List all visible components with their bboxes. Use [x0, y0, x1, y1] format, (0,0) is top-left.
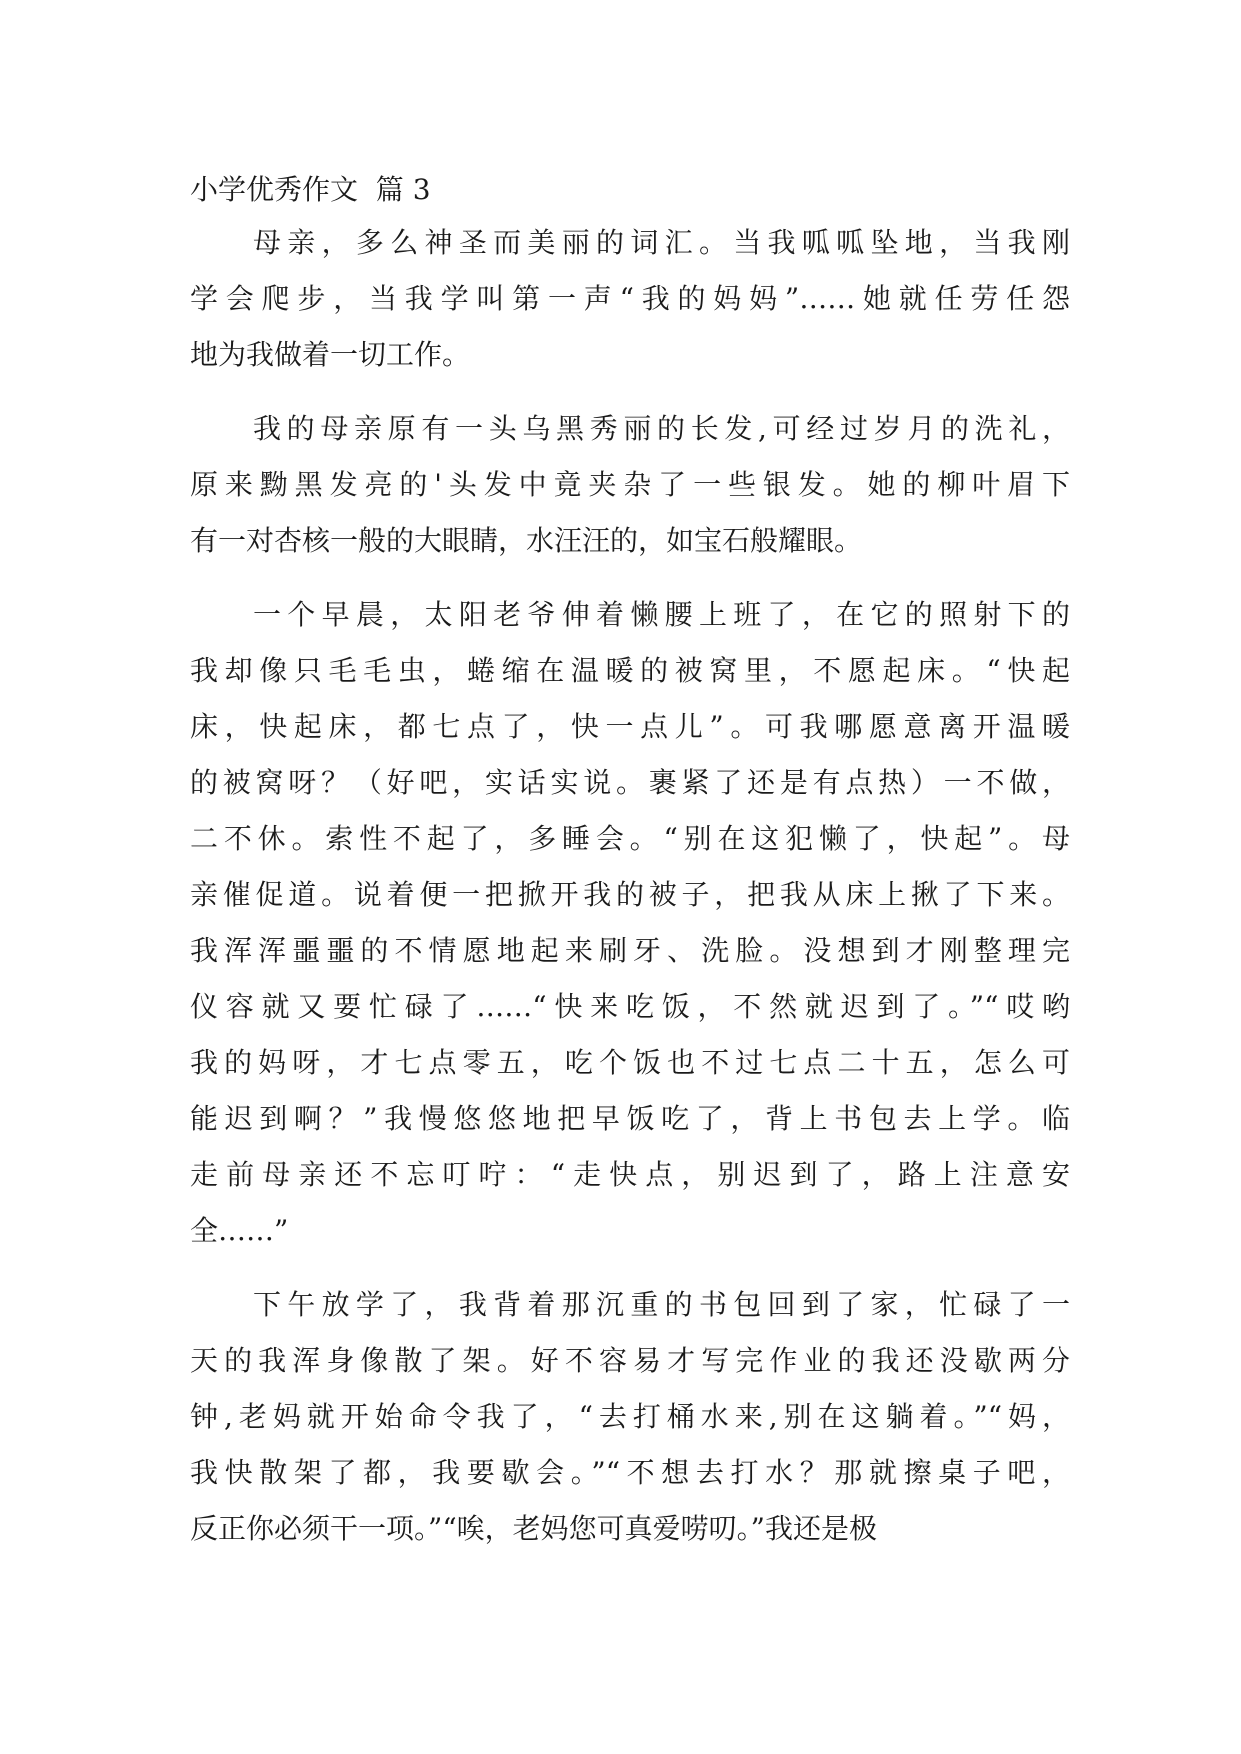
essay-title: 小学优秀作文 篇 3: [190, 173, 431, 206]
paragraph-line: 二不休。索性不起了，多睡会。“别在这犯懒了，快起”。母: [190, 822, 1070, 855]
paragraph-line: 亲催促道。说着便一把掀开我的被子，把我从床上揪了下来。: [190, 878, 1070, 911]
paragraph-line: 全……”: [190, 1214, 289, 1247]
paragraph: [190, 401, 1070, 569]
paragraph-line: 我却像只毛毛虫，蜷缩在温暖的被窝里，不愿起床。“快起: [190, 654, 1070, 687]
paragraph-line: 走前母亲还不忘叮咛：“走快点，别迟到了，路上注意安: [190, 1158, 1070, 1191]
paragraph-line: 有一对杏核一般的大眼睛，水汪汪的，如宝石般耀眼。: [190, 524, 863, 557]
paragraph-line: 我的妈呀，才七点零五，吃个饭也不过七点二十五，怎么可: [190, 1046, 1070, 1079]
paragraph-line: 地为我做着一切工作。: [190, 338, 471, 371]
paragraph-line: 下午放学了，我背着那沉重的书包回到了家，忙碌了一: [253, 1288, 1070, 1321]
paragraph-line: 仪容就又要忙碌了……“快来吃饭，不然就迟到了。”“哎哟: [190, 990, 1070, 1023]
essay-paragraphs: [190, 215, 1070, 1557]
paragraph-line: 的被窝呀？（好吧，实话实说。裹紧了还是有点热）一不做，: [190, 766, 1070, 799]
paragraph-line: 一个早晨，太阳老爷伸着懒腰上班了，在它的照射下的: [253, 598, 1070, 631]
document-body: [190, 165, 1070, 1575]
paragraph-line: 我的母亲原有一头乌黑秀丽的长发,可经过岁月的洗礼，: [253, 412, 1070, 445]
paragraph: [190, 1277, 1070, 1557]
paragraph-line: 天的我浑身像散了架。好不容易才写完作业的我还没歇两分: [190, 1344, 1070, 1377]
paragraph-line: 反正你必须干一项。”“唉，老妈您可真爱唠叨。”我还是极: [190, 1512, 877, 1545]
paragraph-line: 我浑浑噩噩的不情愿地起来刷牙、洗脸。没想到才刚整理完: [190, 934, 1070, 967]
paragraph-line: 原来黝黑发亮的'头发中竟夹杂了一些银发。她的柳叶眉下: [190, 468, 1070, 501]
paragraph-line: 母亲，多么神圣而美丽的词汇。当我呱呱坠地，当我刚: [253, 226, 1070, 259]
paragraph: [190, 215, 1070, 383]
paragraph-line: 能迟到啊？”我慢悠悠地把早饭吃了，背上书包去上学。临: [190, 1102, 1070, 1135]
paragraph-line: 床，快起床，都七点了，快一点儿”。可我哪愿意离开温暖: [190, 710, 1070, 743]
paragraph-line: 学会爬步，当我学叫第一声“我的妈妈”……她就任劳任怨: [190, 282, 1070, 315]
paragraph-line: 我快散架了都，我要歇会。”“不想去打水？那就擦桌子吧，: [190, 1456, 1070, 1489]
paragraph: [190, 587, 1070, 1259]
paragraph-line: 钟,老妈就开始命令我了，“去打桶水来,别在这躺着。”“妈，: [190, 1400, 1070, 1433]
